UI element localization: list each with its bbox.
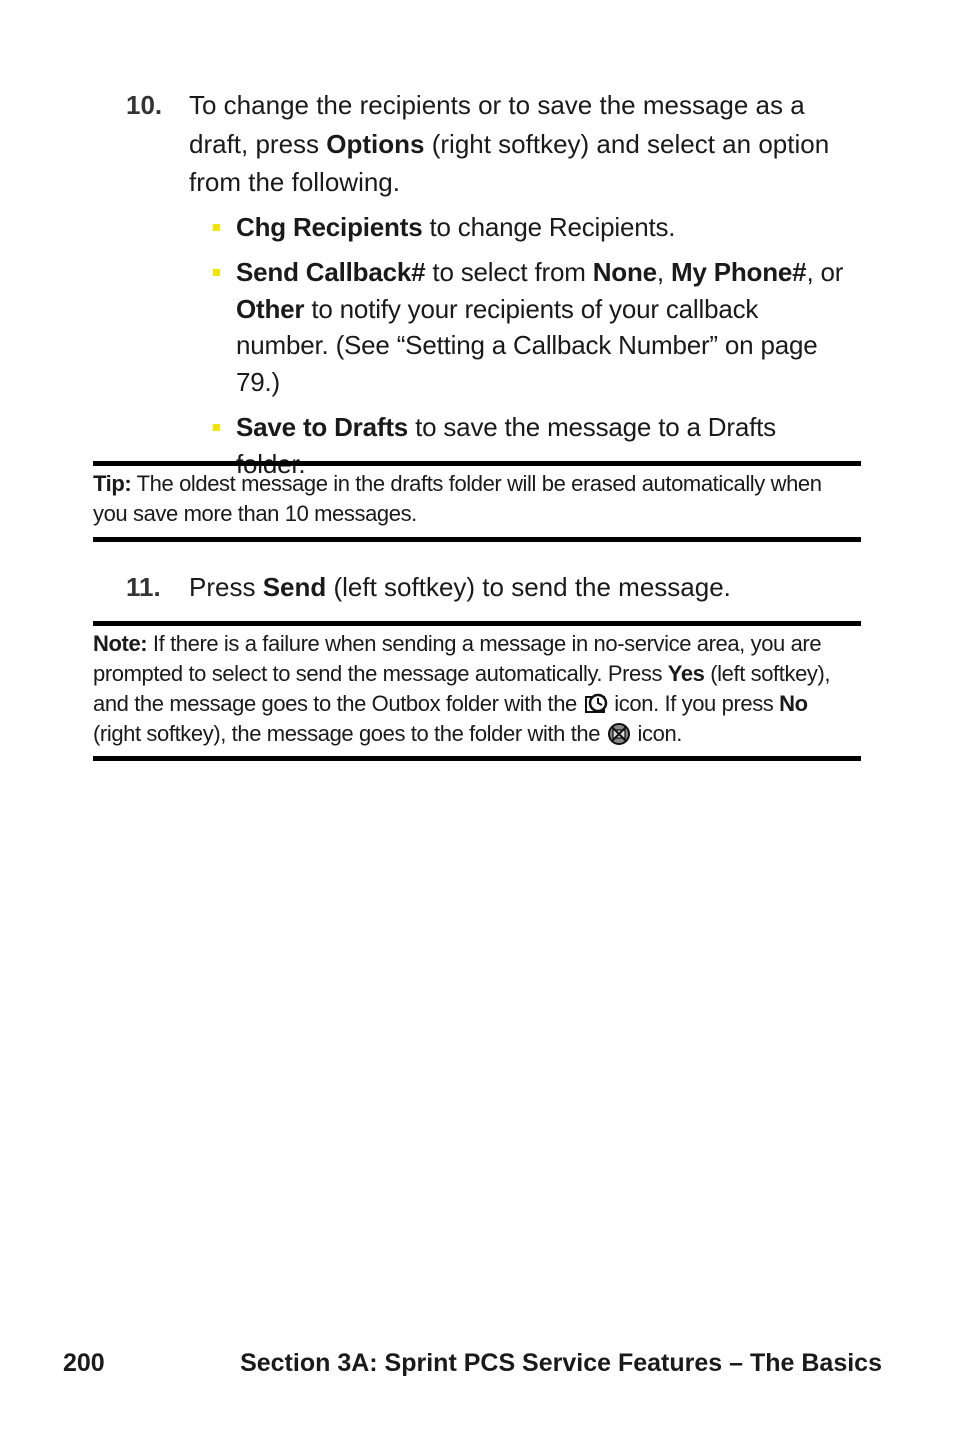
page-number: 200 [63,1349,105,1377]
section-title: Section 3A: Sprint PCS Service Features – The Basics [240,1349,882,1377]
options-term: Options [326,128,425,159]
send-term: Send [262,572,327,602]
step-10 [126,86,846,491]
step-text: To change the recipients or to save the message as a draft, press Options (right softkey) and select an option from the following. [189,90,830,197]
note-label: Note: [93,631,148,656]
no-term: No [779,691,808,716]
step-body [189,86,846,482]
tip-label: Tip: [93,471,132,496]
list-item: Chg Recipients to change Recipients. [236,209,846,246]
step-body: Press Send (left softkey) to send the message. [189,572,731,602]
step-number: 10. [126,90,163,120]
list-item: Save to Drafts to save the message to a Drafts folder. [236,409,846,482]
option-list [189,209,846,483]
step-11 [126,568,846,607]
tip-text: The oldest message in the drafts folder will be erased automatically when you save more than 10 messages. [93,471,822,526]
step-number: 11. [126,572,161,602]
failed-message-icon [606,722,632,746]
clock-pending-icon [583,692,609,716]
note-box: Note: If there is a failure when sending a message in no-service area, you are prompted to select to send the message automatically. Press Yes (left softkey), and the message goes to the Outbox folder with the icon. If you press No (right softkey), the message goes to the folder with the icon. [93,621,861,761]
yes-term: Yes [667,661,705,686]
list-item: Send Callback# to select from None, My Phone#, or Other to notify your recipients of your callback number. (See “Setting a Callback Number” on page 79.) [236,254,846,400]
tip-box [93,461,861,542]
page-footer [63,1349,882,1383]
